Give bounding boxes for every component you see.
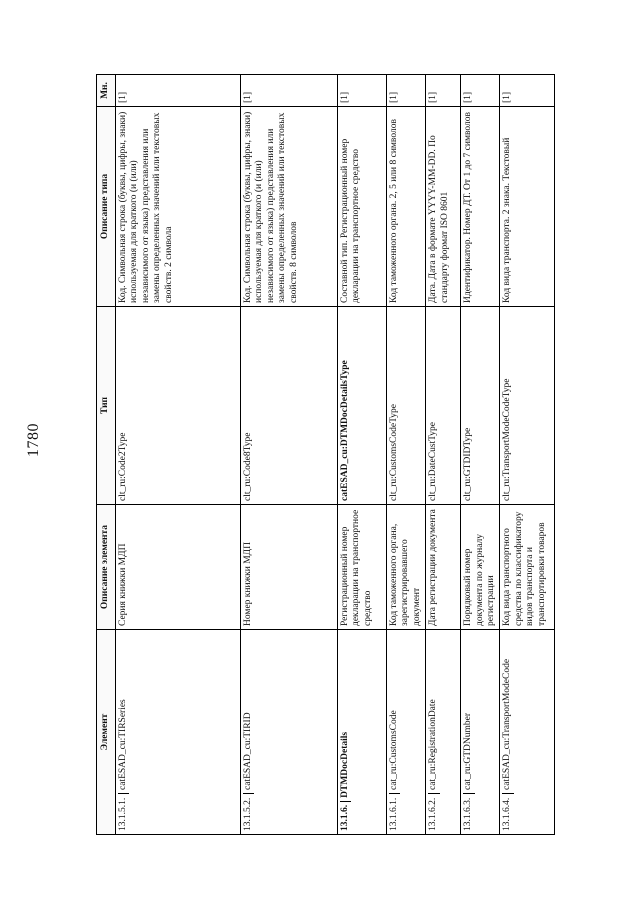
element-description: Код вида транспортного средства по классификатору видов транспорта и транспортировки товаров xyxy=(500,505,555,630)
header-mn: Мн. xyxy=(97,75,116,107)
element-cell xyxy=(500,630,555,835)
element-description: Серия книжки МДП xyxy=(116,505,241,630)
element-name: cat_ru:GTDNumber xyxy=(463,712,474,790)
element-cell xyxy=(338,630,387,835)
table-header-row xyxy=(97,75,116,835)
table-row xyxy=(116,75,241,835)
type-description: Дата. Дата в формате YYYY-MM-DD. По стандарту формат ISO 8601 xyxy=(426,107,461,307)
header-element-description: Описание элемента xyxy=(97,505,116,630)
table-row xyxy=(241,75,338,835)
type-description: Код вида транспорта. 2 знака. Текстовый xyxy=(500,107,555,307)
row-number: 13.1.6.2. xyxy=(428,793,439,831)
row-number: 13.1.6.3. xyxy=(463,793,474,831)
element-description: Регистрационный номер декларации на транспортное средство xyxy=(338,505,387,630)
element-name: catESAD_cu:TIRSeries xyxy=(118,699,128,790)
header-type-description: Описание типа xyxy=(97,107,116,307)
element-name: DTMDocDetails xyxy=(340,731,350,798)
type-name: clt_ru:CustomsCodeType xyxy=(387,307,426,505)
rotated-table-region xyxy=(96,75,547,835)
multiplicity: [1] xyxy=(387,75,426,107)
header-type: Тип xyxy=(97,307,116,505)
table-row xyxy=(387,75,426,835)
element-name: cat_ru:CustomsCode xyxy=(389,710,399,790)
type-name: clt_ru:Code8Type xyxy=(241,307,338,505)
multiplicity: [1] xyxy=(338,75,387,107)
multiplicity: [1] xyxy=(500,75,555,107)
table-row xyxy=(338,75,387,835)
table-row xyxy=(426,75,461,835)
element-cell xyxy=(116,630,241,835)
element-description: Дата регистрации документа xyxy=(426,505,461,630)
row-number: 13.1.6. xyxy=(340,801,351,831)
type-description: Составной тип. Регистрационный номер декларации на транспортное средство xyxy=(338,107,387,307)
type-description: Код. Символьная строка (буквы, цифры, знаки) используемая для краткого (и (или) независимого от языка) представления или замены определенных значений или текстовых свойств. 2 символа xyxy=(116,107,241,307)
element-cell xyxy=(426,630,461,835)
element-cell xyxy=(387,630,426,835)
page-number: 1780 xyxy=(25,423,42,457)
type-description: Идентификатор. Номер ДТ. От 1 до 7 символов xyxy=(461,107,500,307)
type-name: catESAD_cu:DTMDocDetailsType xyxy=(338,307,387,505)
row-number: 13.1.6.1. xyxy=(389,793,400,831)
table-row xyxy=(461,75,500,835)
element-description: Номер книжки МДП xyxy=(241,505,338,630)
element-name: catESAD_cu:TransportModeCode xyxy=(502,658,513,790)
element-name: cat_ru:RegistrationDate xyxy=(428,699,439,790)
element-description: Код таможенного органа, зарегистрировавшего документ xyxy=(387,505,426,630)
element-name: catESAD_cu:TIRID xyxy=(243,712,253,790)
row-number: 13.1.5.2. xyxy=(243,793,254,831)
multiplicity: [1] xyxy=(461,75,500,107)
type-name: clt_ru:TransportModeCodeType xyxy=(500,307,555,505)
type-name: clt_ru:Code2Type xyxy=(116,307,241,505)
multiplicity: [1] xyxy=(241,75,338,107)
type-name: clt_ru:GTDIDType xyxy=(461,307,500,505)
type-description: Код таможенного органа. 2, 5 или 8 символов xyxy=(387,107,426,307)
header-element: Элемент xyxy=(97,630,116,835)
element-spec-table xyxy=(96,74,555,835)
multiplicity: [1] xyxy=(426,75,461,107)
row-number: 13.1.5.1. xyxy=(118,793,129,831)
row-number: 13.1.6.4. xyxy=(502,793,513,831)
element-cell xyxy=(241,630,338,835)
element-cell xyxy=(461,630,500,835)
rotated-table-container xyxy=(96,75,547,835)
multiplicity: [1] xyxy=(116,75,241,107)
element-description: Порядковый номер документа по журналу регистрации xyxy=(461,505,500,630)
table-row xyxy=(500,75,555,835)
type-description: Код. Символьная строка (буквы, цифры, знаки) используемая для краткого (и (или) независимого от языка) представления или замены определенных значений или текстовых свойств. 8 символов xyxy=(241,107,338,307)
type-name: clt_ru:DateCustType xyxy=(426,307,461,505)
